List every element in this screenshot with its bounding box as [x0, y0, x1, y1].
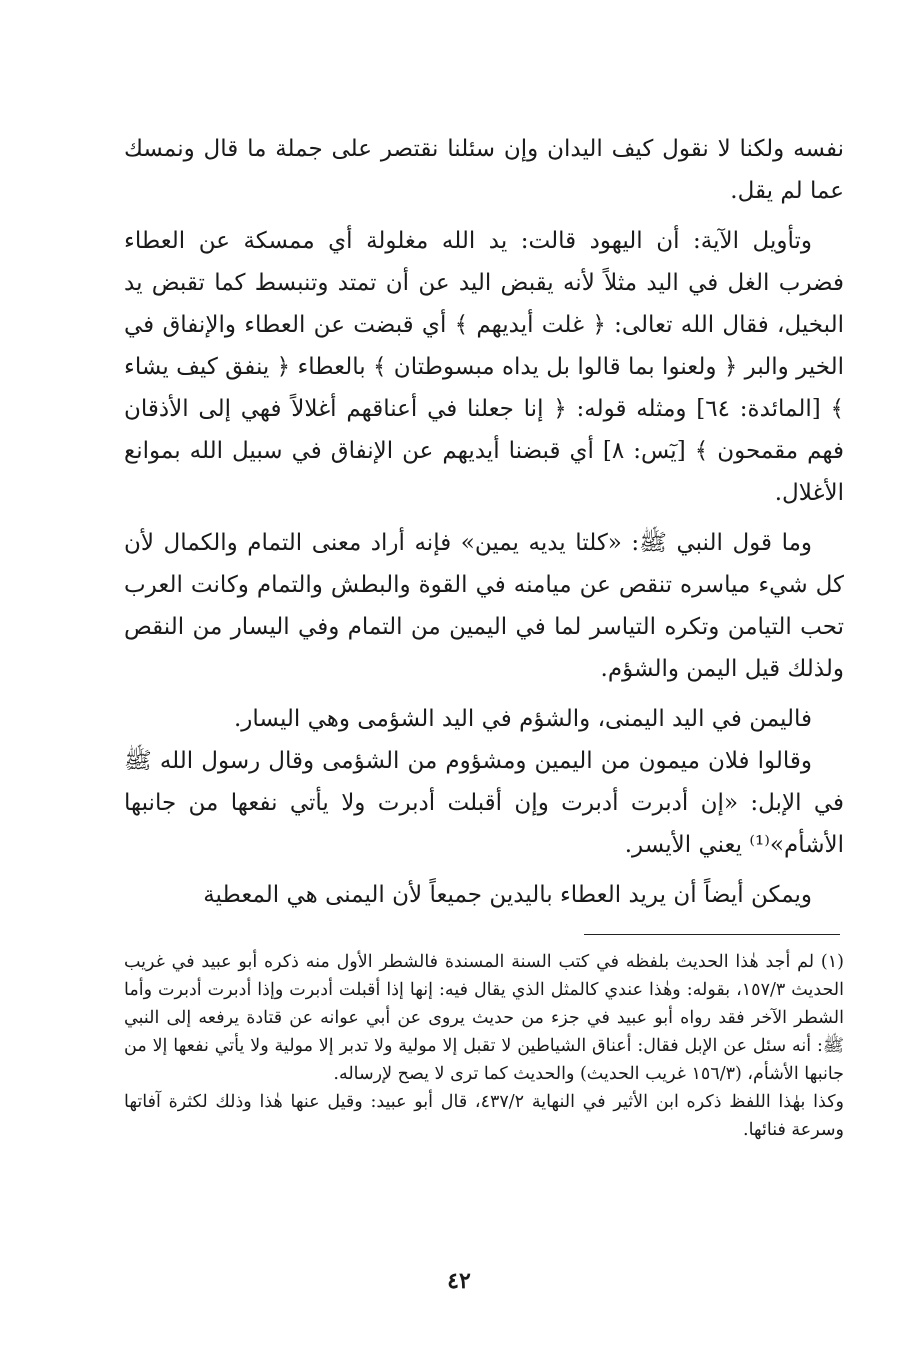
- page-number: ٤٢: [447, 1268, 471, 1294]
- paragraph-6: ويمكن أيضاً أن يريد العطاء باليدين جميعاً لأن اليمنى هي المعطية: [203, 882, 812, 908]
- footnote-1: (١) لم أجد هٰذا الحديث بلفظه في كتب السنة المسندة فالشطر الأول منه ذكره أبو عبيد في غريب الحديث ١٥٧/٣، بقوله: وهٰذا عندي كالمثل الذي يقال فيه: إنها إذا أقبلت أدبرت وإذا أدبرت أدبرت وأما الشطر الآخر فقد رواه أبو عبيد في جزء من حديث يروى عن أبي عوانه عن قتادة يرفعه إلى النبي ﷺ: أنه سئل عن الإبل فقال: أعناق الشياطين لا تقبل إلا مولية ولا تدبر إلا مولية ولا يأتي نفعها إلا من جانبها الأشأم، (١٥٦/٣ غريب الحديث) والحديث كما ترى لا يصح لإرساله.: [124, 952, 844, 1084]
- footnote-2: وكذا بهٰذا اللفظ ذكره ابن الأثير في النهاية ٤٣٧/٢، قال أبو عبيد: وقيل عنها هٰذا وذلك لكثرة آفاتها وسرعة فنائها.: [124, 1092, 844, 1140]
- paragraph-2: وتأويل الآية: أن اليهود قالت: يد الله مغلولة أي ممسكة عن العطاء فضرب الغل في اليد مثلاً لأنه يقبض اليد عن أن تمتد وتنبسط كما تقبض يد البخيل، فقال الله تعالى: ﴿ غلت أيديهم ﴾ أي قبضت عن العطاء والإنفاق في الخير والبر ﴿ ولعنوا بما قالوا بل يداه مبسوطتان ﴾ بالعطاء ﴿ ينفق كيف يشاء ﴾ [المائدة: ٦٤] ومثله قوله: ﴿ إنا جعلنا في أعناقهم أغلالاً فهي إلى الأذقان فهم مقمحون ﴾ [يٓس: ٨] أي قبضنا أيديهم عن الإنفاق في سبيل الله بموانع الأغلال.: [124, 228, 844, 506]
- paragraph-5: وقالوا فلان ميمون من اليمين ومشؤوم من الشؤمى وقال رسول الله ﷺ في الإبل: «إن أدبرت أدبرت وإن أقبلت أدبرت ولا يأتي نفعها من جانبها الأشأم»⁽¹⁾ يعني الأيسر.: [124, 748, 844, 858]
- paragraph-1: نفسه ولكنا لا نقول كيف اليدان وإن سئلنا نقتصر على جملة ما قال ونمسك عما لم يقل.: [124, 136, 844, 204]
- footnotes: [124, 948, 844, 1144]
- paragraph-3: وما قول النبي ﷺ: «كلتا يديه يمين» فإنه أراد معنى التمام والكمال لأن كل شيء مياسره تنقص عن ميامنه في القوة والبطش والتمام وكانت العرب تحب التيامن وتكره التياسر لما في اليمين من التمام وفي اليسار من النقص ولذلك قيل اليمن والشؤم.: [124, 530, 844, 682]
- paragraph-4: فاليمن في اليد اليمنى، والشؤم في اليد الشؤمى وهي اليسار.: [234, 706, 812, 732]
- footnote-separator: [584, 934, 840, 935]
- main-text: [124, 128, 844, 916]
